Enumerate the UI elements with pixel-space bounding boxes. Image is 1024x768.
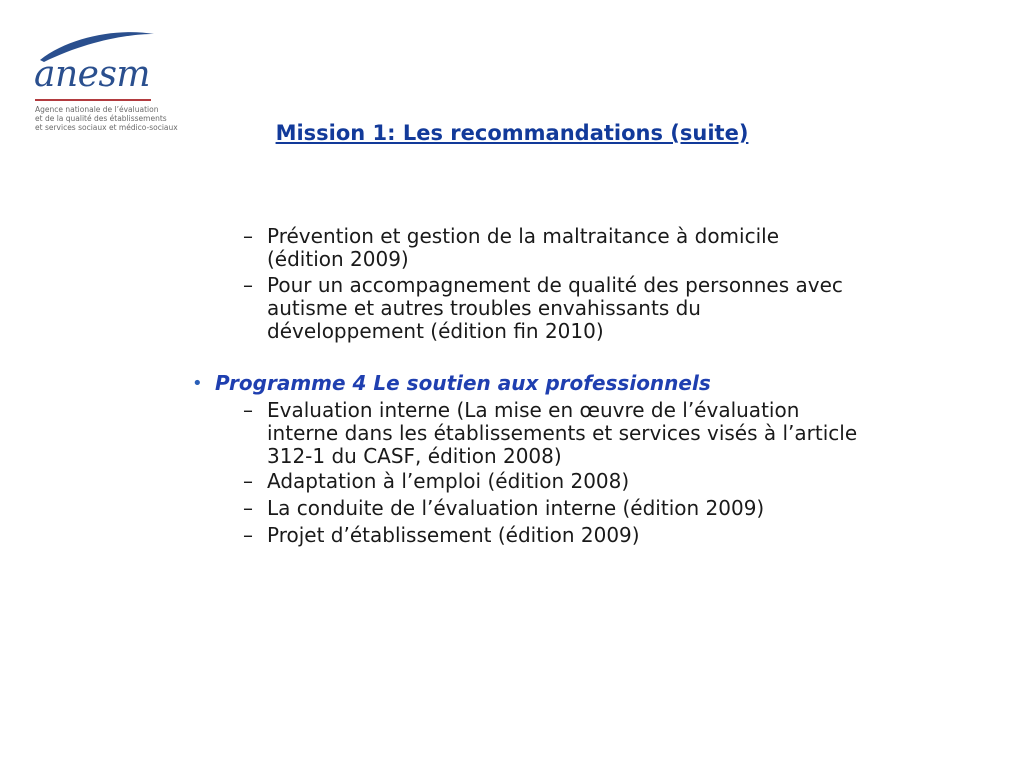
list-item [267,497,957,520]
list-dash: – [243,496,253,520]
list-item [267,470,957,493]
bullet-icon: • [192,373,203,394]
list-dash: – [243,469,253,493]
logo-tagline-line: Agence nationale de l’évaluation [35,105,159,114]
list-item-line: (édition 2009) [267,247,409,271]
logo-tagline-line: et de la qualité des établissements [35,114,167,123]
list-dash: – [243,398,253,422]
list-item-line: Evaluation interne (La mise en œuvre de l’évaluation [267,398,800,422]
list-item-line: Prévention et gestion de la maltraitance à domicile [267,224,780,248]
list-item-line: 312-1 du CASF, édition 2008) [267,444,562,468]
list-dash: – [243,523,253,547]
list-item [267,524,957,547]
list-dash: – [243,273,253,297]
list-dash: – [243,224,253,248]
list-item-line: autisme et autres troubles envahissants du [267,296,701,320]
list-item [267,225,957,271]
list-item-line: Pour un accompagnement de qualité des personnes avec [267,273,843,297]
slide-title: Mission 1: Les recommandations (suite) [275,121,749,145]
list-item [267,399,957,468]
list-item-line: développement (édition fin 2010) [267,319,604,343]
program-heading: Programme 4 Le soutien aux professionnels [215,371,711,395]
list-item [267,274,957,343]
logo-tagline-line: et services sociaux et médico-sociaux [35,123,178,132]
list-item-line: Adaptation à l’emploi (édition 2008) [267,469,630,493]
list-item-line: Projet d’établissement (édition 2009) [267,523,640,547]
logo-wordmark: anesm [34,54,151,95]
list-item-line: interne dans les établissements et services visés à l’article [267,421,858,445]
list-item-line: La conduite de l’évaluation interne (édition 2009) [267,496,765,520]
